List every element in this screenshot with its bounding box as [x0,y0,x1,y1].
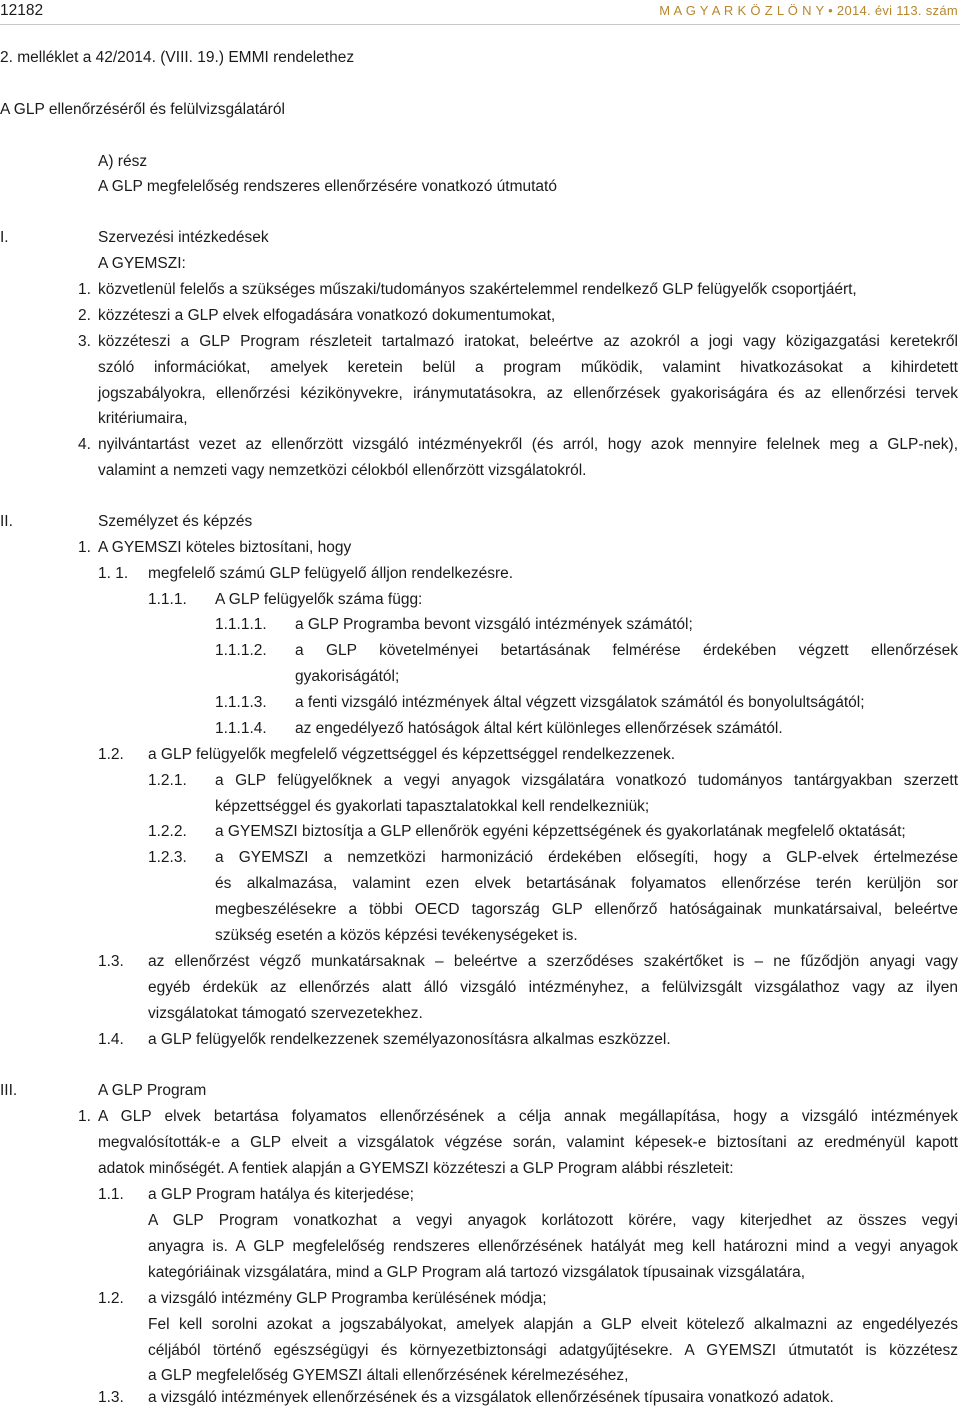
item-text: kritériumaira, [98,410,188,427]
item-text: A GLP felügyelők száma függ: [215,591,423,608]
item-number: 1.1.1.3. [215,694,267,711]
item-text: szóló információkat, amelyek keretein belül a program működik, valamint hivatkozásokat a kihirdetett [98,359,958,376]
item-text: közvetlenül felelős a szükséges műszaki/tudományos szakértelemmel rendelkező GLP felügyelők csoportjáért, [98,281,857,298]
item-number: 1. 1. [98,565,129,582]
annex-reference: 2. melléklet a 42/2014. (VIII. 19.) EMMI rendelethez [0,49,355,66]
page-number: 12182 [0,2,44,19]
item-text: az engedélyező hatóságok által kért különleges ellenőrzések számától. [295,720,783,737]
section-title: Szervezési intézkedések [98,229,269,246]
item-text: A GYEMSZI köteles biztosítani, hogy [98,539,352,556]
document-title: A GLP ellenőrzéséről és felülvizsgálatáról [0,101,285,118]
item-text: valamint a nemzeti vagy nemzetközi célokból ellenőrzött vizsgálatokról. [98,462,587,479]
item-text: A GLP Program vonatkozhat a vegyi anyagok korlátozott körére, vagy kiterjedhet az összes vegyi [148,1212,958,1229]
item-number: 1. [78,281,91,298]
item-heading: a GLP Program hatálya és kiterjedése; [148,1186,414,1203]
part-label: A) rész [98,153,148,170]
section-title: A GLP Program [98,1082,207,1099]
item-text: a GLP felügyelőknek a vegyi anyagok vizsgálatára vonatkozó tudományos tantárgyakban szerzett [215,772,958,789]
item-number: 1. [78,539,91,556]
item-number: 1.1.1.4. [215,720,267,737]
item-heading: a vizsgáló intézmények ellenőrzésének és a vizsgálatok ellenőrzésének típusaira vonatkozó adatok. [148,1389,834,1406]
item-number: 1.2.3. [148,849,187,866]
item-text: megbeszélésekre a többi OECD tagország GLP ellenőrző hatóságainak munkatársaival, beleértve [215,901,958,918]
item-text: a GLP felügyelők megfelelő végzettséggel és képzettséggel rendelkezzenek. [148,746,676,763]
section-title: Személyzet és képzés [98,513,253,530]
item-number: 4. [78,436,91,453]
item-text: jogszabályokra, ellenőrzési kézikönyvekre, iránymutatásokra, az ellenőrzések gyakoriságára és az ellenőrzési tervek [98,385,958,402]
item-text: megfelelő számú GLP felügyelő álljon rendelkezésre. [148,565,514,582]
item-text: Fel kell sorolni azokat a jogszabályokat, amelyek alapján a GLP elveit kötelező alkalmazni az engedélyezés [148,1316,958,1333]
item-number: 2. [78,307,91,324]
item-heading: a vizsgáló intézmény GLP Programba kerülésének módja; [148,1290,547,1307]
item-text: megvalósították-e a GLP elveit a vizsgálatok végzése során, valamint képesek-e biztosítani az eredményül kapott [98,1134,958,1151]
section-number: II. [0,513,13,530]
item-text: a GYEMSZI a nemzetközi harmonizáció érdekében elősegíti, hogy a GLP-elvek értelmezése [215,849,958,866]
item-text: a GLP felügyelők rendelkezzenek személyazonosításra alkalmas eszközzel. [148,1031,671,1048]
item-number: 1.2. [98,746,124,763]
item-number: 1. [78,1108,91,1125]
item-number: 3. [78,333,91,350]
item-text: a GYEMSZI biztosítja a GLP ellenőrök egyéni képzettségének és gyakorlatának megfelelő oktatását; [215,823,906,840]
item-number: 1.2.1. [148,772,187,789]
item-text: vizsgálatokat támogató szervezetekhez. [148,1005,423,1022]
item-text: képzettséggel és gyakorlati tapasztalatokkal kell rendelkezniük; [215,798,650,815]
item-text: és alkalmazása, valamint ezen elvek betartásának folyamatos ellenőrzése terén kerüljön sor [215,875,958,892]
item-text: a GLP Programba bevont vizsgáló intézmények számától; [295,616,693,633]
item-number: 1.2. [98,1290,124,1307]
item-text: közzéteszi a GLP elvek elfogadására vonatkozó dokumentumokat, [98,307,556,324]
item-text: A GLP elvek betartása folyamatos ellenőrzésének a célja annak megállapítása, hogy a vizsgáló intézmények [98,1108,958,1125]
journal-title: M A G Y A R K Ö Z L Ö N Y • 2014. évi 113. szám [659,3,958,18]
item-text: gyakoriságától; [295,668,400,685]
section-number: III. [0,1082,18,1099]
item-number: 1.3. [98,1389,124,1406]
item-text: a GLP követelményei betartásának felmérése érdekében végzett ellenőrzések [295,642,958,659]
item-number: 1.1.1.1. [215,616,267,633]
item-number: 1.2.2. [148,823,187,840]
item-text: céljából történő egészségügyi és környezetbiztonsági adatgyűjtésekre. A GYEMSZI útmutatót is közzétesz [148,1342,958,1359]
item-text: közzéteszi a GLP Program részleteit tartalmazó iratokat, beleértve az azokról a jogi vagy közigazgatási keretekről [98,333,958,350]
section-intro: A GYEMSZI: [98,255,186,272]
header-rule [0,24,960,25]
part-title: A GLP megfelelőség rendszeres ellenőrzésére vonatkozó útmutató [98,178,557,195]
item-number: 1.3. [98,953,124,970]
item-text: a fenti vizsgáló intézmények által végzett vizsgálatok számától és bonyolultságától; [295,694,865,711]
item-text: kategóriáinak vizsgálatára, mind a GLP Program alá tartozó vizsgálatok típusainak vizsgálatára, [148,1264,806,1281]
item-text: szükség esetén a közös képzési tevékenységeket is. [215,927,578,944]
item-text: a GLP megfelelőség GYEMSZI általi ellenőrzésének kérelmezéséhez, [148,1367,629,1384]
item-number: 1.4. [98,1031,124,1048]
item-number: 1.1.1.2. [215,642,267,659]
item-number: 1.1. [98,1186,124,1203]
item-text: nyilvántartást vezet az ellenőrzött vizsgáló intézményekről (és arról, hogy azok mennyire felelnek meg a GLP-nek), [98,436,958,453]
section-number: I. [0,229,9,246]
item-text: anyagra is. A GLP megfelelőség rendszeres ellenőrzésének hatályát meg kell határozni mind a vegyi anyagok [148,1238,958,1255]
item-text: adatok minőségét. A fentiek alapján a GYEMSZI közzéteszi a GLP Program alábbi részleteit: [98,1160,734,1177]
item-text: az ellenőrzést végző munkatársaknak – beleértve a szerződéses szakértőket is – ne fűződjön anyagi vagy [148,953,958,970]
item-text: egyéb érdekük az ellenőrzés alatt álló vizsgáló intézményhez, a felülvizsgált vizsgálathoz vagy az ilyen [148,979,958,996]
item-number: 1.1.1. [148,591,187,608]
